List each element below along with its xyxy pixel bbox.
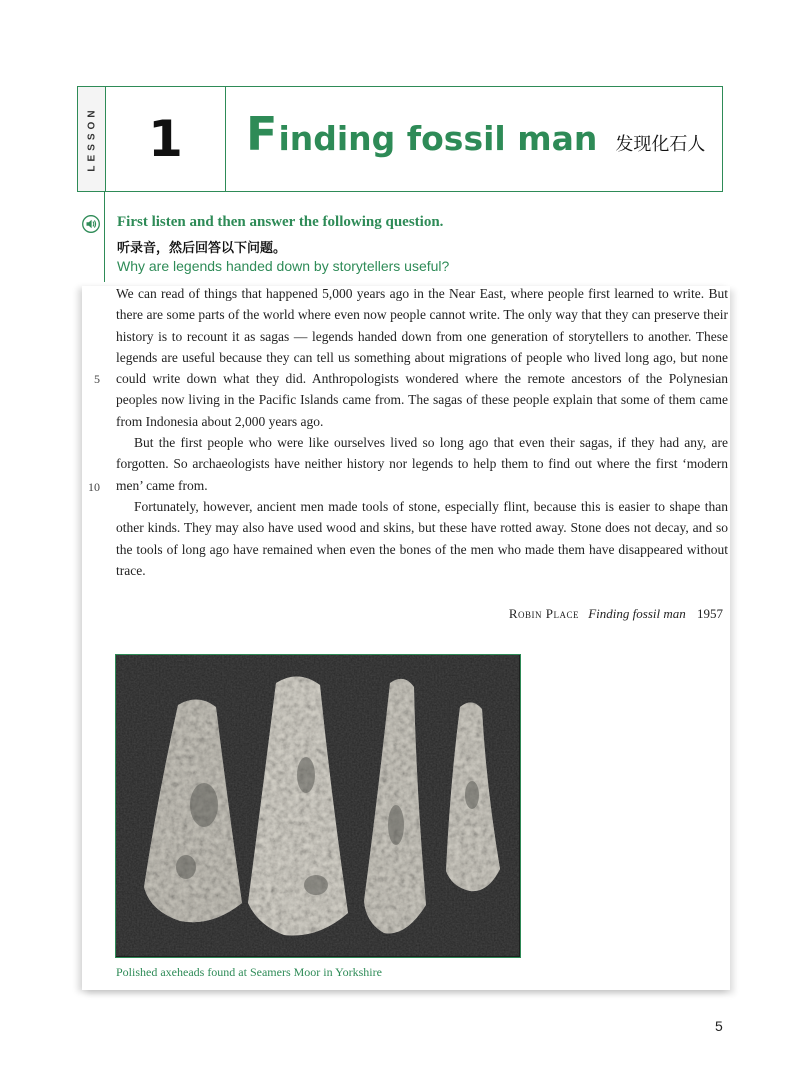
lesson-number-cell: [106, 87, 226, 191]
citation-author: Robin Place: [508, 606, 579, 621]
line-number-10: 10: [88, 480, 100, 494]
figure-caption: Polished axeheads found at Seamers Moor in Yorkshire: [116, 965, 382, 979]
lesson-title: [246, 107, 705, 169]
title-text: inding fossil man: [278, 119, 598, 158]
title-chinese: 发现化石人: [615, 134, 706, 155]
listening-question-block: [104, 192, 704, 282]
passage-paragraph: We can read of things that happened 5,000 years ago in the Near East, where people first learned to write. But there are some parts of the world where even now people cannot write. The only way that they can preserve their history is to recount it as sagas — legends handed down from one generation of storytellers to another. These legends are useful because they can tell us something about migrations of people who lived long ago, but none could write down what they did. Anthropologists wondered where the remote ancestors of the Polynesian peoples now living in the Pacific Islands came from. The sagas of these people explain that some of them came from Indonesia about 2,000 years ago.: [116, 286, 728, 429]
citation-year: 1957: [697, 606, 723, 621]
passage-paragraph: But the first people who were like ourselves lived so long ago that even their sagas, if they had any, are forgotten. So archaeologists have neither history nor legends to help them to find out where the first ‘modern men’ came from.: [116, 435, 728, 493]
lesson-header: [77, 86, 723, 192]
instruction-chinese: 听录音，然后回答以下问题。: [117, 241, 287, 256]
reading-passage: [116, 283, 728, 581]
audio-speaker-icon[interactable]: [82, 215, 100, 233]
citation-title: Finding fossil man: [588, 606, 686, 621]
lesson-label: LESSON: [86, 106, 97, 172]
line-number-5: 5: [94, 372, 100, 386]
instruction-english: First listen and then answer the following question.: [117, 214, 444, 230]
axeheads-photo: [115, 654, 521, 958]
lesson-label-strip: [78, 87, 106, 191]
passage-paragraph: Fortunately, however, ancient men made tools of stone, especially flint, because this is easier to shape than other kinds. They may also have used wood and skins, but these have rotted away. Stone does not decay, and so the tools of long ago have remained when even the bones of the men who made them have disappeared without trace.: [116, 498, 728, 578]
title-initial-letter: F: [246, 107, 278, 161]
page-number: 5: [715, 1018, 723, 1034]
lesson-number: 1: [148, 110, 183, 168]
citation: [509, 606, 723, 622]
comprehension-question: Why are legends handed down by storytellers useful?: [117, 258, 450, 274]
